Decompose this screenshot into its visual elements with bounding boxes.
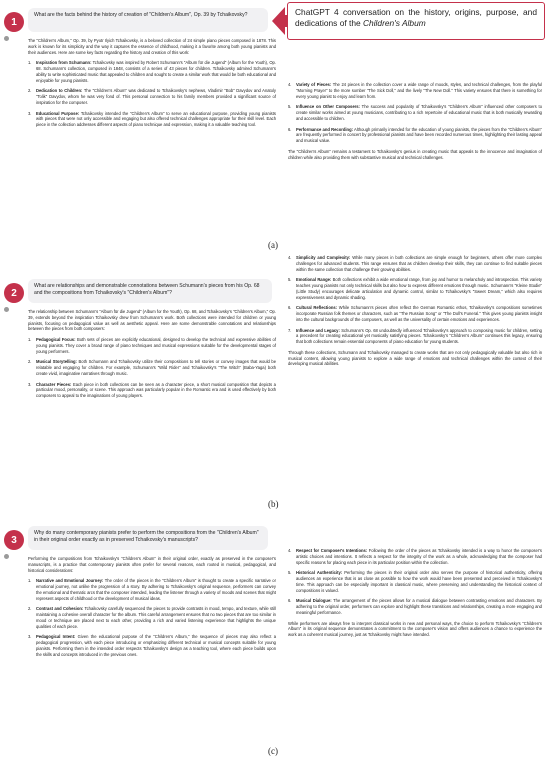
assistant-avatar-icon [4,554,9,559]
answer-list-right [288,82,542,144]
list-item: 4. Variety of Pieces: The 24 pieces in the collection cover a wide range of moods, styles, and technical challenges, from the playful "Morning Prayer" to the more somber "The Sick Doll," and the lively "The New Doll." This variety ensures that there is something for every young pianist to enjoy and learn from. [288,82,542,99]
panel-b [0,255,550,517]
callout-italic-title: Children's Album [362,18,426,28]
assistant-avatar-icon [4,307,9,312]
panel-a [0,0,550,252]
panel-label: (c) [268,746,278,756]
panel-label: (b) [268,499,279,509]
answer-left-column [28,309,276,404]
user-question: What are relationships and demonstrable connotations between Schumann's pieces from his Op. 68 and the compositions from Tchaikovsky's "Children's Album"? [28,279,272,303]
list-item: 6. Cultural Reflections: While Schumann's pieces often reflect the German Romantic ethos, Tchaikovsky's compositions sometimes incorporate Russian folk themes or characters, such as "The Russian Song" or "The Doll's Funeral." This gives young pianists insight into the cultural backgrounds of the composers, as well as the universality of certain emotions and experiences. [288,305,542,322]
list-item: 4. Simplicity and Complexity: While many pieces in both collections are simple enough for beginners, others offer more complex challenges for advanced students. This range ensures that as children develop their skills, they can continue to find suitable pieces within the same collection that challenge their growing abilities. [288,255,543,272]
answer-list-left [28,578,276,657]
list-item: 3. Educational Purpose: Tchaikovsky intended the "Children's Album" to serve an educational purpose, providing young pianists with pieces that were not only accessible and engaging but also offered technical challenges appropriate for their skill level. Each piece in the collection addresses different aspects of piano technique and expression, making it a valuable teaching tool. [28,110,276,127]
list-item: 5. Emotional Range: Both collections exhibit a wide emotional range, from joy and humor to melancholy and introspection. This variety teaches young pianists not only technical skills but also how to express different emotions through music. Schumann's "Kleine Studie" (Little Study) encourages delicate articulation and dynamic control, similar to Tchaikovsky's "Sweet Dream," which also requires expressiveness and dynamic shading. [288,277,542,300]
answer-intro: Performing the compositions from Tchaikovsky's "Children's Album" in their original order, exactly as preserved in the composer's manuscripts, is a practice that contemporary pianists often prefer for several reasons, each rooted in musical, pedagogical, and historical considerations: [28,556,276,573]
answer-right-column [288,548,542,643]
list-item: 7. Influence and Legacy: Schumann's Op. 68 undoubtedly influenced Tchaikovsky's approach to composing music for children, setting a precedent for creating educational yet musically satisfying pieces. Tchaikovsky's "Children's Album" continues this legacy, ensuring that both collections remain essential components of piano education for young students. [288,327,542,344]
answer-list-left [28,60,276,128]
answer-left-column [28,38,276,133]
answer-intro: The relationship between Schumann's "Album für die Jugend" (Album for the Youth), Op. 68, and Tchaikovsky's "Children's Album," Op. 39, extends beyond the inspiration Tchaikovsky drew from Schumann's work. Both collections were intended for children or young pianists, focusing on pedagogical value as well as aesthetic appeal. Here are some demonstrable connotations and relationships between the pieces from both composers: [28,309,276,332]
answer-intro: The "Children's Album," Op. 39, by Pyotr Ilyich Tchaikovsky, is a beloved collection of 24 simple piano pieces composed in 1878. This work is known for its simplicity and the way it captures the essence of childhood, making it a favorite among both young pianists and their audiences. Here are some key facts regarding the history and creation of this work: [28,38,276,55]
list-item: 2. Musical Storytelling: Both Schumann and Tchaikovsky utilize their compositions to tell stories or convey images that would be relatable and engaging for children. For example, Schumann's "Wild Rider" and Tchaikovsky's "The Witch" (Baba-Yaga) both create vivid, imaginative narratives through music. [28,359,276,376]
list-item: 1. Narrative and Emotional Journey: The order of the pieces in the "Children's Album" is thought to create a specific narrative or emotional journey, not unlike the progression of a story. By adhering to Tchaikovsky's original sequence, performers can convey the emotional and thematic arcs that the composer intended, leading the listener through a variety of moods and scenes that might represent aspects of childhood or the development of musical ideas. [28,578,276,601]
list-item: 4. Respect for Composer's Intentions: Following the order of the pieces as Tchaikovsky intended is a way to honor the composer's artistic choices and intentions. It reflects a respect for the integrity of the work as a whole, acknowledging that the composer had specific reasons for placing each piece in its particular position within the collection. [288,548,542,565]
panel-c [0,520,550,760]
list-item: 2. Dedication to Children: The "Children's Album" was dedicated to Tchaikovsky's nephews, Vladimir "Bob" Davydov and Anatoly "Tolik" Davydov, whom he was very fond of. This personal connection to his family members provided a significant source of inspiration for the composer. [28,88,276,105]
panel-number-badge: 2 [4,283,24,303]
answer-left-column [28,556,276,662]
answer-right-column [288,255,542,372]
list-item: 5. Historical Authenticity: Performing the pieces in their original order also serves the purpose of historical authenticity, offering audiences an experience that is as close as possible to how the work would have been presented and perceived in Tchaikovsky's time. This approach can be especially important in classical music, where preserving and understanding the historical context of compositions is valued. [288,570,542,593]
user-question: Why do many contemporary pianists prefer to perform the compositions from the "Children's Album" in their original order exactly as in preserved Tchaikovsky's manuscripts? [28,526,268,550]
panel-label: (a) [268,240,278,250]
callout-text: ChatGPT 4 conversation on the history, origins, purpose, and dedications of the [295,7,537,28]
answer-list-left [28,337,276,399]
answer-list-right [288,548,542,616]
panel-number-badge: 1 [4,12,24,32]
user-question: What are the facts behind the history of creation of "Children's Album", Op. 39 by Tchaikovsky? [28,8,268,32]
list-item: 2. Contrast and Cohesion: Tchaikovsky carefully sequenced the pieces to provide contrasts in mood, tempo, and texture, while still maintaining a cohesive overall character for the album. This careful arrangement ensures that no two pieces that are too similar in mood or technique are placed next to each other, providing a rich and varied listening experience that highlights the unique qualities of each piece. [28,606,276,629]
answer-list-right [288,255,542,345]
panel-number-badge: 3 [4,530,24,550]
list-item: 3. Pedagogical Intent: Given the educational purpose of the "Children's Album," the sequence of pieces may also reflect a pedagogical progression, with each piece introducing or emphasizing different technical or musical concepts suitable for young pianists. Performing them in the intended order respects Tchaikovsky's design as a teaching tool, where each piece builds upon the skills and concepts introduced in the previous ones. [28,634,276,657]
answer-right-column [288,82,542,165]
answer-outro: The "Children's Album" remains a testament to Tchaikovsky's genius in creating music that appeals to the innocence and imagination of children while also providing them with substantive musical and technical challenges. [288,148,542,160]
assistant-avatar-icon [4,36,9,41]
list-item: 3. Character Pieces: Each piece in both collections can be seen as a character piece, a short musical composition that depicts a particular mood, personality, or scene. This approach was particularly popular in the Romantic era and is used effectively by both composers to appeal to the imaginations of young players. [28,381,276,398]
list-item: 6. Musical Dialogue: The arrangement of the pieces allows for a musical dialogue between contrasting emotions and characters. By adhering to the original order, performers can explore and highlight these transitions and relationships, creating a more engaging and meaningful performance. [288,598,542,615]
list-item: 1. Pedagogical Focus: Both sets of pieces are explicitly educational, designed to develop the technical and expressive abilities of young pianists. They cover a broad range of piano techniques and musical expressions suitable for the developmental stages of young performers. [28,337,276,354]
list-item: 1. Inspiration from Schumann: Tchaikovsky was inspired by Robert Schumann's "Album für die Jugend" (Album for the Youth), Op. 68. Schumann's collection, composed in 1848, consists of a series of 43 pieces for children. Tchaikovsky admired Schumann's ability to write sophisticated music that appealed to children and sought to create a similar work that would be both educational and enjoyable for young pianists. [28,60,277,83]
answer-outro: Through these collections, Schumann and Tchaikovsky managed to create works that are not only pedagogically valuable but also rich in musical content, allowing young pianists to explore a wide range of emotions and technical challenges within the context of their developing musical abilities. [288,349,542,367]
list-item: 5. Influence on Other Composers: The success and popularity of Tchaikovsky's "Children's Album" influenced other composers to create similar works aimed at young musicians, contributing to a rich repertoire of educational music that is both musically rewarding and accessible to children. [288,104,542,121]
answer-outro: While performers are always free to interpret classical works in new and personal ways, the choice to perform Tchaikovsky's "Children's Album" in its original sequence demonstrates a commitment to the composer's vision and offers audiences a chance to experience the work as a coherent musical journey, just as Tchaikovsky might have intended. [288,620,542,637]
list-item: 6. Performance and Recording: Although primarily intended for the education of young pianists, the pieces from the "Children's Album" are frequently performed in concert by professional pianists and have been recorded numerous times, highlighting their lasting appeal and musical value. [288,126,542,143]
